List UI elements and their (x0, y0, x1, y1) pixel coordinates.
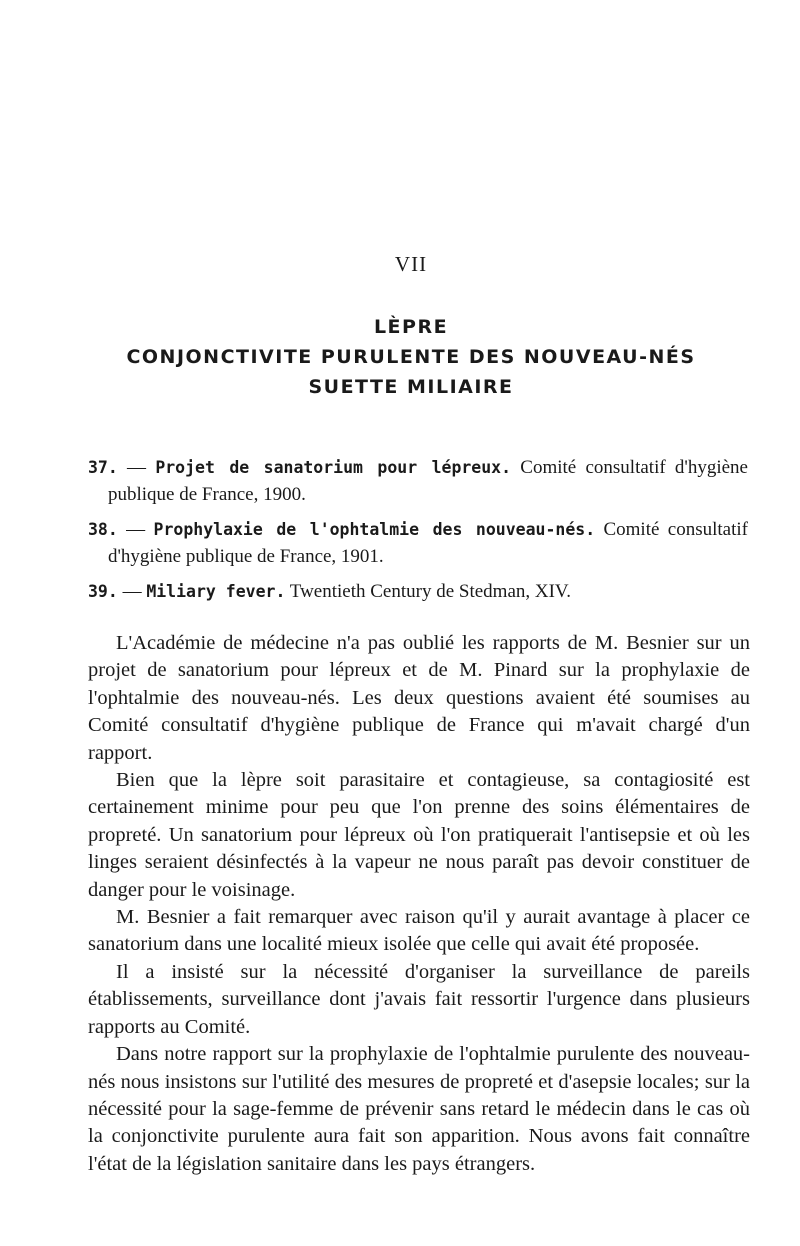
paragraph: L'Académie de médecine n'a pas oublié les rapports de M. Besnier sur un projet de sanatorium pour lépreux et de M. Pinard sur la prophylaxie de l'ophtalmie des nouveau-nés. Les deux questions avaient été soumises au Comité consultatif d'hygiène publique de France qui m'avait chargé d'un rapport. (88, 632, 750, 764)
reference-item (88, 516, 748, 570)
title-line-conjonctivite: CONJONCTIVITE PURULENTE DES NOUVEAU-NÉS (126, 346, 696, 368)
reference-number: 37. (88, 458, 118, 477)
reference-list (88, 454, 748, 613)
reference-item (88, 454, 748, 508)
paragraph: M. Besnier a fait remarquer avec raison qu'il y aurait avantage à placer ce sanatorium dans une localité mieux isolée que celle qui avait été proposée. (88, 906, 750, 956)
reference-number: 39. (88, 582, 118, 601)
reference-number: 38. (88, 520, 118, 539)
reference-dash: — (117, 519, 154, 540)
section-number: VII (394, 252, 428, 276)
reference-source: Comité consultatif d'hygiène publique de France, 1900. (108, 457, 748, 505)
paragraph: Bien que la lèpre soit parasitaire et contagieuse, sa contagiosité est certainement minime pour peu que l'on prenne des soins élémentaires de propreté. Un sanatorium pour lépreux où l'on pratiquerait l'antisepsie et où les linges seraient désinfectés à la vapeur ne nous paraît pas devoir constituer de danger pour le voisinage. (88, 769, 750, 901)
reference-item (88, 578, 748, 605)
reference-dash: — (117, 581, 147, 602)
title-line-suette: SUETTE MILIAIRE (308, 376, 514, 398)
paragraph: Il a insisté sur la nécessité d'organiser la surveillance de pareils établissements, surveillance dont j'avais fait ressortir l'urgence dans plusieurs rapports au Comité. (88, 960, 750, 1038)
reference-title: Miliary fever. (146, 582, 286, 601)
chapter-title (0, 312, 800, 402)
reference-title: Prophylaxie de l'ophtalmie des nouveau-nés. (153, 520, 596, 539)
reference-dash: — (117, 457, 156, 478)
body-text (88, 630, 750, 1178)
paragraph: Dans notre rapport sur la prophylaxie de l'ophtalmie purulente des nouveau-nés nous insistons sur l'utilité des mesures de propreté et d'asepsie locales; sur la nécessité pour la sage-femme de prévenir sans retard le médecin dans le cas où la conjonctivite purulente aura fait son apparition. Nous avons fait connaître l'état de la législation sanitaire dans les pays étrangers. (88, 1043, 750, 1175)
reference-source: Comité consultatif d'hygiène publique de France, 1901. (108, 519, 748, 567)
reference-source: Twentieth Century de Stedman, XIV. (285, 581, 571, 602)
reference-title: Projet de sanatorium pour lépreux. (155, 458, 512, 477)
title-line-lepre: LÈPRE (373, 316, 449, 338)
